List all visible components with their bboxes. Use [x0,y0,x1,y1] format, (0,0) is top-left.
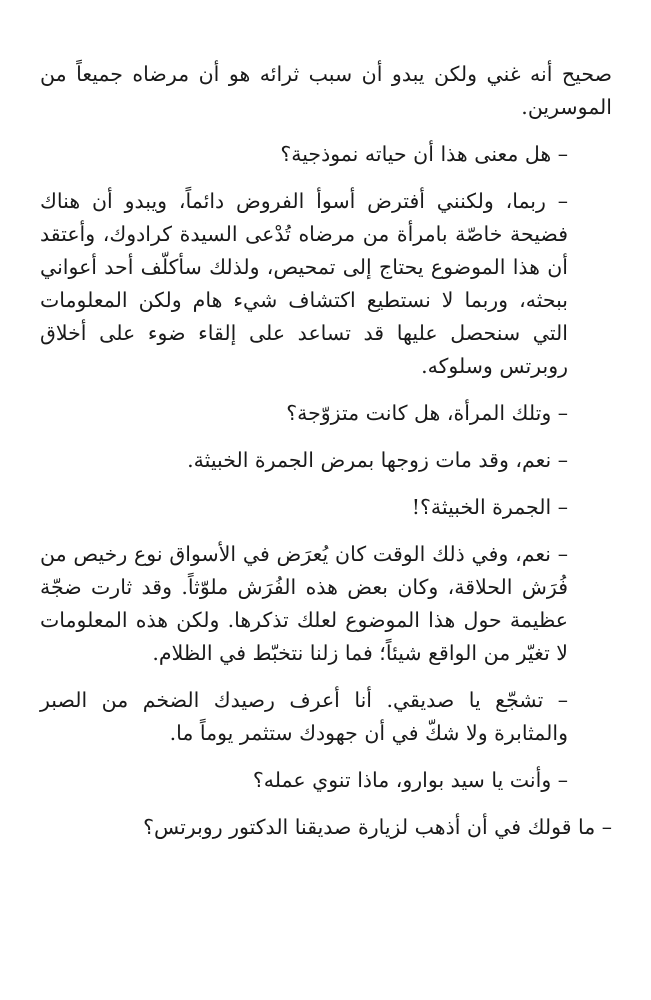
paragraph-continuation: صحيح أنه غني ولكن يبدو أن سبب ثرائه هو أن مرضاه جميعاً من الموسرين. [40,62,612,119]
dialogue-line: – هل معنى هذا أن حياته نموذجية؟ [280,142,568,166]
dialogue-line: – تشجّع يا صديقي. أنا أعرف رصيدك الضخم من الصبر والمثابرة ولا شكّ في أن جهودك ستثمر يوماً ما. [40,688,568,745]
dialogue-line: – ربما، ولكنني أفترض أسوأ الفروض دائماً، ويبدو أن هناك فضيحة خاصّة بامرأة من مرضاه تُدْعى السيدة كرادوك، وأعتقد أن هذا الموضوع يحتاج إلى تمحيص، ولذلك سأكلّف أحد أعواني ببحثه، وربما لا نستطيع اكتشاف شيء هام ولكن المعلومات التي سنحصل عليها قد تساعد على إلقاء ضوء على أخلاق روبرتس وسلوكه. [40,189,568,378]
book-page [40,58,612,858]
dialogue-line: – ما قولك في أن أذهب لزيارة صديقنا الدكتور روبرتس؟ [143,815,612,839]
dialogue-line: – وأنت يا سيد بوارو، ماذا تنوي عمله؟ [252,768,568,792]
dialogue-line: – نعم، وقد مات زوجها بمرض الجمرة الخبيثة. [187,448,568,472]
dialogue-line: – نعم، وفي ذلك الوقت كان يُعرَض في الأسواق نوع رخيص من فُرَش الحلاقة، وكان بعض هذه الفُرَش ملوّثاً. وقد ثارت ضجّة عظيمة حول هذا الموضوع لعلك تذكرها. ولكن هذه المعلومات لا تغيّر من الواقع شيئاً؛ فما زلنا نتخبّط في الظلام. [40,542,568,665]
dialogue-line: – وتلك المرأة، هل كانت متزوّجة؟ [286,401,568,425]
dialogue-line: – الجمرة الخبيثة؟! [411,495,568,519]
